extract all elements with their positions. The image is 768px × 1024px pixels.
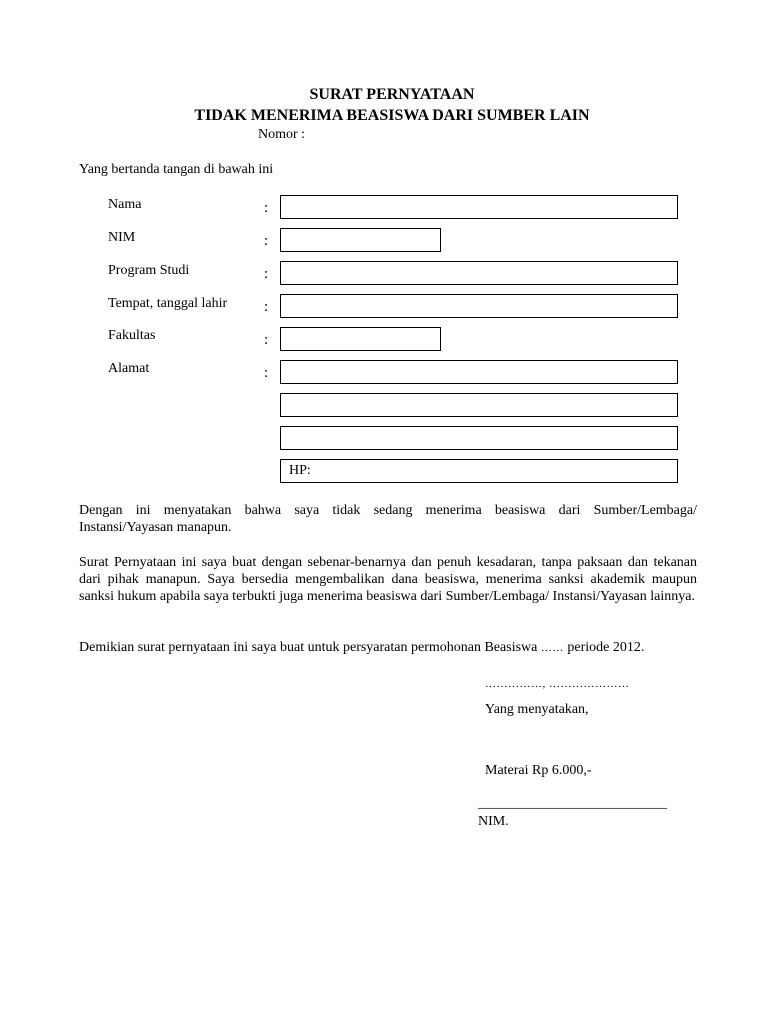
colon-tempat-tanggal-lahir: : [264, 299, 269, 315]
colon-nim: : [264, 233, 269, 249]
label-tempat-tanggal-lahir: Tempat, tanggal lahir [108, 296, 228, 311]
alamat-field-line1[interactable] [280, 360, 678, 384]
closing-suffix: periode 2012. [567, 640, 645, 655]
label-nim: NIM [108, 230, 136, 245]
statement-paragraph-2: Surat Pernyataan ini saya buat dengan sebenar-benarnya dan penuh kesadaran, tanpa paksaan dan tekanan dari pihak manapun. Saya bersedia mengembalikan dana beasiswa, menerima sanksi akademik maupun sanksi hukum apabila saya terbukti juga menerima beasiswa dari Sumber/Lembaga/ Instansi/Yayasan lainnya. [79, 555, 697, 604]
hp-field[interactable] [280, 459, 678, 483]
label-alamat: Alamat [108, 361, 150, 376]
signature-nim-label: NIM. [478, 814, 509, 829]
intro-text: Yang bertanda tangan di bawah ini [79, 162, 274, 177]
signature-statement: Yang menyatakan, [485, 702, 589, 717]
nomor-label: Nomor : [258, 127, 306, 142]
closing-dots: …… [540, 642, 564, 654]
colon-nama: : [264, 200, 269, 216]
tempat-tanggal-lahir-field[interactable] [280, 294, 678, 318]
colon-fakultas: : [264, 332, 269, 348]
colon-alamat: : [264, 365, 269, 381]
statement-paragraph-1: Dengan ini menyatakan bahwa saya tidak sedang menerima beasiswa dari Sumber/Lembaga/ Instansi/Yayasan manapun. [79, 503, 697, 535]
hp-label: HP: [289, 463, 311, 478]
place-date-placeholder: ……………, ………………… [485, 678, 630, 690]
materai-label: Materai Rp 6.000,- [485, 763, 592, 778]
label-program-studi: Program Studi [108, 263, 190, 278]
program-studi-field[interactable] [280, 261, 678, 285]
colon-program-studi: : [264, 266, 269, 282]
alamat-field-line2[interactable] [280, 393, 678, 417]
label-fakultas: Fakultas [108, 328, 156, 343]
document-title-line1: SURAT PERNYATAAN [309, 86, 475, 103]
closing-paragraph [79, 640, 644, 656]
nama-field[interactable] [280, 195, 678, 219]
nim-field[interactable] [280, 228, 441, 252]
document-title-line2: TIDAK MENERIMA BEASISWA DARI SUMBER LAIN [194, 107, 590, 124]
fakultas-field[interactable] [280, 327, 441, 351]
signature-line: ___________________________ [478, 796, 667, 811]
label-nama: Nama [108, 197, 142, 212]
alamat-field-line3[interactable] [280, 426, 678, 450]
closing-prefix: Demikian surat pernyataan ini saya buat untuk persyaratan permohonan Beasiswa [79, 640, 538, 655]
